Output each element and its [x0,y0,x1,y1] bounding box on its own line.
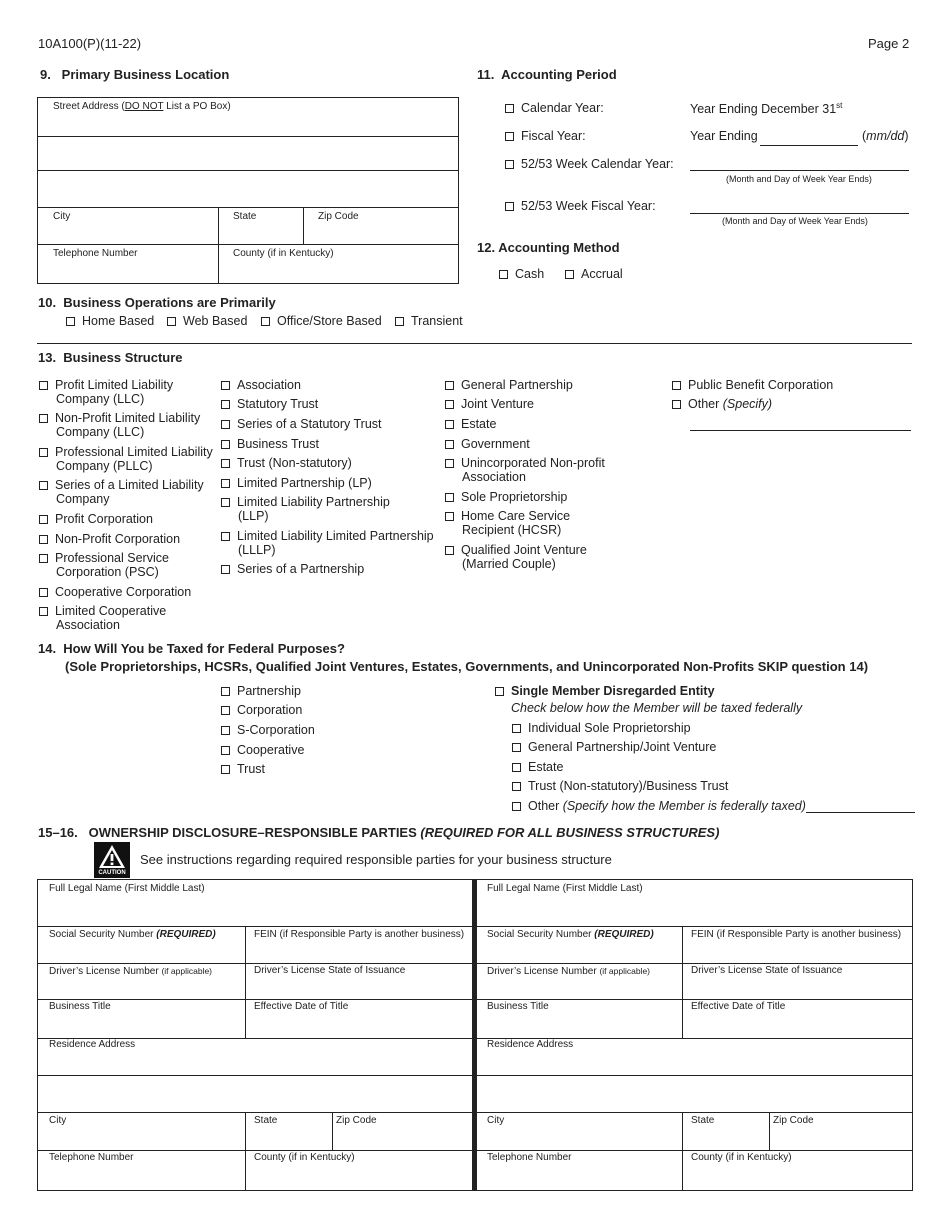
p2-title-label: Business Title [487,1001,549,1012]
checkbox[interactable] [39,481,48,490]
checkbox[interactable] [39,607,48,616]
coop-corp-option[interactable]: Cooperative Corporation [39,585,191,599]
street-address-field[interactable] [40,110,456,134]
fiscal-year-option[interactable]: Fiscal Year: [505,129,586,143]
checkbox[interactable] [261,317,270,326]
smde-trust-option[interactable]: Trust (Non-statutory)/Business Trust [512,779,728,793]
checkbox[interactable] [672,381,681,390]
checkbox[interactable] [39,414,48,423]
profit-corp-option[interactable]: Profit Corporation [39,512,153,526]
checkbox[interactable] [39,554,48,563]
city-label: City [53,211,71,222]
checkbox[interactable] [39,588,48,597]
s13-title: 13. Business Structure [38,350,183,365]
public-benefit-corp-option[interactable]: Public Benefit Corporation [672,378,833,392]
checkbox[interactable] [66,317,75,326]
wk-fiscal-note: (Month and Day of Week Year Ends) [722,216,868,226]
joint-venture-option[interactable]: Joint Venture [445,397,534,411]
street-address-line3-field[interactable] [40,173,456,205]
checkbox[interactable] [445,381,454,390]
trust-nonstatutory-option[interactable]: Trust (Non-statutory) [221,456,352,470]
checkbox[interactable] [39,381,48,390]
state-label: State [233,211,257,222]
checkbox[interactable] [221,498,230,507]
series-statutory-trust-option[interactable]: Series of a Statutory Trust [221,417,382,431]
checkbox[interactable] [505,202,514,211]
checkbox[interactable] [495,687,504,696]
checkbox[interactable] [445,440,454,449]
wk-fiscal-field[interactable] [690,213,909,214]
checkbox[interactable] [499,270,508,279]
s15-title: 15–16. OWNERSHIP DISCLOSURE–RESPONSIBLE PARTIES (REQUIRED FOR ALL BUSINESS STRUCTURES) [38,825,720,840]
p1-title-label: Business Title [49,1001,111,1012]
checkbox[interactable] [445,400,454,409]
checkbox[interactable] [39,448,48,457]
checkbox[interactable] [445,546,454,555]
tax-s-corp-option[interactable]: S-Corporation [221,723,315,737]
p2-full-name-label: Full Legal Name (First Middle Last) [487,883,643,894]
p2-city-label: City [487,1115,505,1126]
checkbox[interactable] [221,746,230,755]
p1-zip-label: Zip Code [336,1115,377,1126]
tax-cooperative-option[interactable]: Cooperative [221,743,304,757]
form-code: 10A100(P)(11-22) [38,36,142,51]
smde-option[interactable]: Single Member Disregarded Entity [495,684,715,698]
cash-option[interactable]: Cash [499,267,544,281]
checkbox[interactable] [221,440,230,449]
s10-title: 10. Business Operations are Primarily [38,295,276,310]
checkbox[interactable] [221,687,230,696]
checkbox[interactable] [221,420,230,429]
transient-option[interactable]: Transient [395,314,463,328]
smde-estate-option[interactable]: Estate [512,760,563,774]
p2-state-label: State [691,1115,715,1126]
lllp-option[interactable]: Limited Liability Limited Partnership (LLLP) [221,529,434,557]
checkbox[interactable] [39,515,48,524]
pllc-option[interactable]: Professional Limited Liability Company (PLLC) [39,445,213,473]
checkbox[interactable] [221,565,230,574]
checkbox[interactable] [221,381,230,390]
smde-note: Check below how the Member will be taxed federally [511,701,803,715]
p1-phone-label: Telephone Number [49,1152,134,1163]
checkbox[interactable] [221,479,230,488]
s14-subtitle: (Sole Proprietorships, HCSRs, Qualified Joint Ventures, Estates, Governments, and Unincorporated Non-Profits SKIP question 14) [65,659,869,674]
estate-option[interactable]: Estate [445,417,496,431]
web-based-option[interactable]: Web Based [167,314,247,328]
p2-phone-label: Telephone Number [487,1152,572,1163]
accrual-option[interactable]: Accrual [565,267,623,281]
checkbox[interactable] [505,132,514,141]
p2-fein-label: FEIN (if Responsible Party is another business) [691,929,902,940]
p1-fein-label: FEIN (if Responsible Party is another business) [254,929,465,940]
p2-zip-label: Zip Code [773,1115,814,1126]
p1-ssn-label: Social Security Number (REQUIRED) [49,929,216,940]
p1-city-label: City [49,1115,67,1126]
wk-calendar-option[interactable]: 52/53 Week Calendar Year: [505,157,674,171]
smde-other-field[interactable] [806,812,915,813]
calendar-year-option[interactable]: Calendar Year: [505,101,604,115]
year-ending-calendar: Year Ending December 31st [690,101,843,117]
tax-trust-option[interactable]: Trust [221,762,265,776]
checkbox[interactable] [512,743,521,752]
smde-gp-jv-option[interactable]: General Partnership/Joint Venture [512,740,716,754]
statutory-trust-option[interactable]: Statutory Trust [221,397,318,411]
p1-dl-state-label: Driver’s License State of Issuance [254,965,406,976]
year-ending-fiscal-label: Year Ending [690,129,758,143]
hcsr-option[interactable]: Home Care Service Recipient (HCSR) [445,509,570,537]
qualified-joint-venture-option[interactable]: Qualified Joint Venture (Married Couple) [445,543,587,571]
checkbox[interactable] [167,317,176,326]
telephone-label: Telephone Number [53,248,138,259]
checkbox[interactable] [512,763,521,772]
p1-dl-label: Driver’s License Number (if applicable) [49,966,213,977]
checkbox[interactable] [445,420,454,429]
profit-llc-option[interactable]: Profit Limited Liability Company (LLC) [39,378,173,406]
sole-proprietorship-option[interactable]: Sole Proprietorship [445,490,567,504]
mmdd-hint: (mm/dd) [862,129,909,143]
s9-title: 9. Primary Business Location [40,67,230,82]
office-store-option[interactable]: Office/Store Based [261,314,382,328]
fiscal-year-end-field[interactable] [760,145,858,146]
caution-note: See instructions regarding required responsible parties for your business structure [140,852,612,867]
s14-title: 14. How Will You be Taxed for Federal Purposes? [38,641,345,656]
psc-option[interactable]: Professional Service Corporation (PSC) [39,551,169,579]
series-llc-option[interactable]: Series of a Limited Liability Company [39,478,204,506]
tax-partnership-option[interactable]: Partnership [221,684,301,698]
lp-option[interactable]: Limited Partnership (LP) [221,476,372,490]
checkbox[interactable] [221,726,230,735]
p2-ssn-label: Social Security Number (REQUIRED) [487,929,654,940]
nonprofit-llc-option[interactable]: Non-Profit Limited Liability Company (LLC) [39,411,200,439]
caution-label: CAUTION [98,870,126,876]
checkbox[interactable] [505,160,514,169]
p1-residence-label: Residence Address [49,1039,136,1050]
s11-title: 11. Accounting Period [477,67,617,82]
checkbox[interactable] [221,706,230,715]
checkbox[interactable] [672,400,681,409]
unincorporated-nonprofit-option[interactable]: Unincorporated Non-profit Association [445,456,605,484]
home-based-option[interactable]: Home Based [66,314,154,328]
checkbox[interactable] [395,317,404,326]
p1-effective-date-label: Effective Date of Title [254,1001,349,1012]
nonprofit-corp-option[interactable]: Non-Profit Corporation [39,532,180,546]
checkbox[interactable] [39,535,48,544]
tax-corporation-option[interactable]: Corporation [221,703,302,717]
checkbox[interactable] [221,459,230,468]
caution-icon [94,842,130,878]
checkbox[interactable] [505,104,514,113]
wk-calendar-note: (Month and Day of Week Year Ends) [726,174,872,184]
p1-state-label: State [254,1115,278,1126]
street-address-label: Street Address (DO NOT List a PO Box) [53,101,231,112]
page-number: Page 2 [868,36,910,51]
association-option[interactable]: Association [221,378,301,392]
checkbox[interactable] [221,400,230,409]
checkbox[interactable] [445,459,454,468]
county-label: County (if in Kentucky) [233,248,334,259]
checkbox[interactable] [445,512,454,521]
checkbox[interactable] [512,782,521,791]
section-divider [37,343,912,344]
other-structure-option[interactable]: Other (Specify) [672,397,772,411]
series-partnership-option[interactable]: Series of a Partnership [221,562,364,576]
checkbox[interactable] [512,802,521,811]
checkbox[interactable] [221,765,230,774]
s12-title: 12. Accounting Method [477,240,620,255]
checkbox[interactable] [445,493,454,502]
p2-effective-date-label: Effective Date of Title [691,1001,786,1012]
wk-calendar-field[interactable] [690,170,909,171]
wk-fiscal-option[interactable]: 52/53 Week Fiscal Year: [505,199,656,213]
other-structure-field[interactable] [690,430,911,431]
smde-individual-option[interactable]: Individual Sole Proprietorship [512,721,691,735]
checkbox[interactable] [565,270,574,279]
p2-dl-state-label: Driver’s License State of Issuance [691,965,843,976]
government-option[interactable]: Government [445,437,530,451]
business-trust-option[interactable]: Business Trust [221,437,319,451]
zip-label: Zip Code [318,211,359,222]
general-partnership-option[interactable]: General Partnership [445,378,573,392]
p2-residence-label: Residence Address [487,1039,574,1050]
p2-dl-label: Driver’s License Number (if applicable) [487,966,651,977]
street-address-line2-field[interactable] [40,139,456,168]
llp-option[interactable]: Limited Liability Partnership (LLP) [221,495,390,523]
checkbox[interactable] [512,724,521,733]
p2-county-label: County (if in Kentucky) [691,1152,792,1163]
checkbox[interactable] [221,532,230,541]
smde-other-option[interactable]: Other (Specify how the Member is federally taxed) [512,799,806,813]
limited-coop-option[interactable]: Limited Cooperative Association [39,604,166,632]
p1-county-label: County (if in Kentucky) [254,1152,355,1163]
p1-full-name-label: Full Legal Name (First Middle Last) [49,883,205,894]
